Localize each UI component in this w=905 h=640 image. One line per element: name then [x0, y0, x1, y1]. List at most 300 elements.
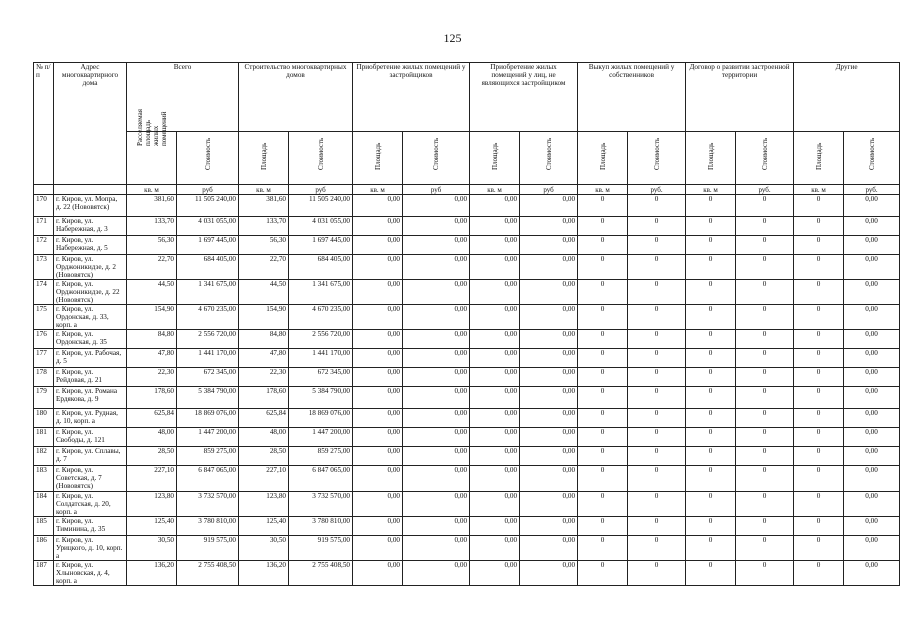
address-cell: г. Киров, ул. Тиминина, д. 35: [54, 517, 127, 536]
value-cell: 0: [686, 409, 736, 428]
group-construction-header: Строительство многоквартирных домов: [239, 63, 353, 132]
value-cell: 0,00: [844, 447, 900, 466]
sub-area-total: Расселяемая площадь жилых помещений: [127, 132, 177, 185]
table-row: [34, 517, 900, 536]
value-cell: 227,10: [239, 466, 289, 492]
value-cell: 0: [794, 447, 844, 466]
value-cell: 684 405,00: [289, 255, 353, 280]
value-cell: 0: [686, 536, 736, 561]
value-cell: 0,00: [844, 387, 900, 409]
value-cell: 0,00: [353, 466, 403, 492]
value-cell: 0: [736, 217, 794, 236]
value-cell: 2 556 720,00: [289, 330, 353, 349]
value-cell: 0,00: [403, 561, 470, 586]
value-cell: 0,00: [470, 517, 520, 536]
value-cell: 0,00: [353, 255, 403, 280]
value-cell: 0,00: [353, 387, 403, 409]
value-cell: 0,00: [403, 330, 470, 349]
value-cell: 0,00: [403, 536, 470, 561]
unit-label: руб: [289, 185, 353, 195]
value-cell: 136,20: [127, 561, 177, 586]
value-cell: 0,00: [470, 561, 520, 586]
table-row: [34, 217, 900, 236]
value-cell: 4 670 235,00: [177, 305, 239, 330]
row-number-cell: 181: [34, 428, 54, 447]
value-cell: 0: [736, 517, 794, 536]
value-cell: 381,60: [127, 195, 177, 217]
value-cell: 1 341 675,00: [177, 280, 239, 305]
value-cell: 11 505 240,00: [289, 195, 353, 217]
value-cell: 0,00: [520, 428, 578, 447]
value-cell: 0: [628, 217, 686, 236]
value-cell: 0,00: [403, 255, 470, 280]
value-cell: 0: [686, 447, 736, 466]
value-cell: 0,00: [403, 409, 470, 428]
unit-label: кв. м: [353, 185, 403, 195]
sub-cost: Стоимость: [520, 132, 578, 185]
value-cell: 0,00: [403, 195, 470, 217]
value-cell: 136,20: [239, 561, 289, 586]
value-cell: 0: [736, 236, 794, 255]
value-cell: 0: [794, 466, 844, 492]
value-cell: 28,50: [239, 447, 289, 466]
value-cell: 0: [736, 492, 794, 517]
value-cell: 0: [628, 195, 686, 217]
value-cell: 0: [686, 305, 736, 330]
value-cell: 0: [628, 305, 686, 330]
unit-label: руб.: [844, 185, 900, 195]
sub-cost: Стоимость: [736, 132, 794, 185]
value-cell: 6 847 065,00: [177, 466, 239, 492]
value-cell: 0,00: [470, 536, 520, 561]
value-cell: 0,00: [403, 217, 470, 236]
value-cell: 0,00: [520, 517, 578, 536]
value-cell: 1 441 170,00: [177, 349, 239, 368]
value-cell: 0,00: [520, 195, 578, 217]
value-cell: 0,00: [353, 428, 403, 447]
value-cell: 0,00: [844, 195, 900, 217]
value-cell: 0: [736, 447, 794, 466]
value-cell: 0: [628, 349, 686, 368]
value-cell: 0: [736, 466, 794, 492]
value-cell: 0: [794, 305, 844, 330]
value-cell: 0,00: [353, 517, 403, 536]
value-cell: 919 575,00: [289, 536, 353, 561]
value-cell: 0: [686, 236, 736, 255]
unit-label: кв. м: [578, 185, 628, 195]
value-cell: 0: [736, 536, 794, 561]
value-cell: 154,90: [239, 305, 289, 330]
value-cell: 47,80: [127, 349, 177, 368]
value-cell: 0,00: [353, 305, 403, 330]
value-cell: 44,50: [239, 280, 289, 305]
value-cell: 859 275,00: [177, 447, 239, 466]
value-cell: 0: [578, 330, 628, 349]
value-cell: 0,00: [520, 236, 578, 255]
value-cell: 0: [736, 330, 794, 349]
value-cell: 0,00: [403, 236, 470, 255]
value-cell: 381,60: [239, 195, 289, 217]
value-cell: 0,00: [520, 387, 578, 409]
value-cell: 0: [686, 195, 736, 217]
row-number-cell: 174: [34, 280, 54, 305]
table-row: [34, 330, 900, 349]
value-cell: 0: [578, 387, 628, 409]
value-cell: 84,80: [239, 330, 289, 349]
address-cell: г. Киров, ул. Романа Ердякова, д. 9: [54, 387, 127, 409]
value-cell: 0,00: [353, 368, 403, 387]
value-cell: 0,00: [520, 368, 578, 387]
value-cell: 0: [736, 561, 794, 586]
unit-label: руб: [520, 185, 578, 195]
unit-empty: [54, 185, 127, 195]
table-body: [34, 195, 900, 586]
value-cell: 0,00: [353, 536, 403, 561]
address-cell: г. Киров, ул. Сплавы, д. 7: [54, 447, 127, 466]
value-cell: 0,00: [353, 561, 403, 586]
value-cell: 0: [794, 217, 844, 236]
value-cell: 0,00: [520, 466, 578, 492]
value-cell: 0: [794, 517, 844, 536]
value-cell: 2 556 720,00: [177, 330, 239, 349]
value-cell: 0: [794, 349, 844, 368]
address-cell: г. Киров, ул. Ордонская, д. 35: [54, 330, 127, 349]
address-cell: г. Киров, ул. Орджоникидзе, д. 2 (Нововятск): [54, 255, 127, 280]
value-cell: 0,00: [470, 330, 520, 349]
value-cell: 0,00: [844, 236, 900, 255]
value-cell: 0,00: [353, 447, 403, 466]
value-cell: 625,84: [239, 409, 289, 428]
row-number-cell: 175: [34, 305, 54, 330]
row-number-cell: 173: [34, 255, 54, 280]
value-cell: 0,00: [844, 536, 900, 561]
value-cell: 0: [736, 387, 794, 409]
value-cell: 0: [578, 428, 628, 447]
value-cell: 0,00: [353, 349, 403, 368]
address-cell: г. Киров, ул. Рабочая, д. 5: [54, 349, 127, 368]
value-cell: 0: [736, 280, 794, 305]
value-cell: 0: [794, 330, 844, 349]
value-cell: 672 345,00: [289, 368, 353, 387]
table-row: [34, 349, 900, 368]
value-cell: 0,00: [844, 305, 900, 330]
table-row: [34, 492, 900, 517]
value-cell: 1 697 445,00: [289, 236, 353, 255]
value-cell: 0,00: [470, 492, 520, 517]
value-cell: 0: [578, 447, 628, 466]
value-cell: 0: [628, 368, 686, 387]
value-cell: 0: [628, 492, 686, 517]
value-cell: 0,00: [403, 305, 470, 330]
value-cell: 0,00: [353, 492, 403, 517]
value-cell: 0: [686, 492, 736, 517]
row-number-cell: 176: [34, 330, 54, 349]
value-cell: 0: [686, 466, 736, 492]
address-cell: г. Киров, ул. Солдатская, д. 20, корп. а: [54, 492, 127, 517]
value-cell: 227,10: [127, 466, 177, 492]
value-cell: 0,00: [520, 305, 578, 330]
value-cell: 1 441 170,00: [289, 349, 353, 368]
value-cell: 0: [794, 387, 844, 409]
value-cell: 4 031 055,00: [177, 217, 239, 236]
row-number-cell: 185: [34, 517, 54, 536]
sub-area: Площадь: [794, 132, 844, 185]
table-row: [34, 561, 900, 586]
value-cell: 0: [686, 517, 736, 536]
value-cell: 0: [794, 195, 844, 217]
value-cell: 0,00: [353, 236, 403, 255]
unit-label: руб.: [628, 185, 686, 195]
address-cell: г. Киров, ул. Орджоникидзе, д. 22 (Нововятск): [54, 280, 127, 305]
value-cell: 0,00: [520, 561, 578, 586]
value-cell: 0,00: [520, 447, 578, 466]
value-cell: 0: [736, 255, 794, 280]
value-cell: 0,00: [470, 349, 520, 368]
value-cell: 0,00: [470, 236, 520, 255]
value-cell: 0: [628, 466, 686, 492]
value-cell: 3 780 810,00: [289, 517, 353, 536]
value-cell: 3 732 570,00: [289, 492, 353, 517]
value-cell: 30,50: [127, 536, 177, 561]
sub-area: Площадь: [686, 132, 736, 185]
value-cell: 0,00: [353, 330, 403, 349]
value-cell: 0,00: [844, 517, 900, 536]
value-cell: 0: [578, 409, 628, 428]
value-cell: 44,50: [127, 280, 177, 305]
value-cell: 0,00: [403, 466, 470, 492]
row-number-cell: 180: [34, 409, 54, 428]
value-cell: 0,00: [520, 409, 578, 428]
value-cell: 123,80: [239, 492, 289, 517]
row-number-cell: 182: [34, 447, 54, 466]
sub-cost: Стоимость: [628, 132, 686, 185]
value-cell: 0: [686, 280, 736, 305]
unit-empty: [34, 185, 54, 195]
value-cell: 0: [578, 305, 628, 330]
value-cell: 28,50: [127, 447, 177, 466]
value-cell: 0,00: [403, 492, 470, 517]
sub-cost: Стоимость: [177, 132, 239, 185]
value-cell: 0,00: [470, 195, 520, 217]
value-cell: 0: [736, 428, 794, 447]
value-cell: 0: [578, 195, 628, 217]
address-cell: г. Киров, ул. Набережная, д. 3: [54, 217, 127, 236]
value-cell: 0,00: [403, 447, 470, 466]
table-row: [34, 387, 900, 409]
value-cell: 84,80: [127, 330, 177, 349]
row-number-cell: 186: [34, 536, 54, 561]
row-number-cell: 172: [34, 236, 54, 255]
value-cell: 0: [578, 349, 628, 368]
value-cell: 3 732 570,00: [177, 492, 239, 517]
value-cell: 2 755 408,50: [177, 561, 239, 586]
value-cell: 5 384 790,00: [289, 387, 353, 409]
table-row: [34, 236, 900, 255]
relocation-table: [33, 62, 900, 586]
value-cell: 0: [578, 217, 628, 236]
value-cell: 625,84: [127, 409, 177, 428]
table-row: [34, 255, 900, 280]
row-number-cell: 171: [34, 217, 54, 236]
value-cell: 0: [736, 349, 794, 368]
value-cell: 1 447 200,00: [177, 428, 239, 447]
value-cell: 0,00: [520, 217, 578, 236]
value-cell: 0: [628, 387, 686, 409]
value-cell: 22,70: [127, 255, 177, 280]
table-row: [34, 305, 900, 330]
value-cell: 0,00: [470, 255, 520, 280]
value-cell: 22,30: [239, 368, 289, 387]
value-cell: 0: [736, 368, 794, 387]
table-row: [34, 195, 900, 217]
value-cell: 0,00: [520, 492, 578, 517]
value-cell: 0: [578, 255, 628, 280]
address-cell: г. Киров, ул. Набережная, д. 5: [54, 236, 127, 255]
col-address-header: Адрес многоквартирного дома: [54, 63, 127, 185]
value-cell: 0: [628, 561, 686, 586]
value-cell: 0: [794, 561, 844, 586]
value-cell: 178,60: [239, 387, 289, 409]
row-number-cell: 170: [34, 195, 54, 217]
value-cell: 48,00: [127, 428, 177, 447]
value-cell: 0,00: [520, 280, 578, 305]
value-cell: 0: [578, 536, 628, 561]
value-cell: 0,00: [470, 368, 520, 387]
value-cell: 0: [686, 255, 736, 280]
page-number: 125: [443, 31, 462, 45]
value-cell: 0,00: [844, 428, 900, 447]
address-cell: г. Киров, ул. Мопра, д. 22 (Нововятск): [54, 195, 127, 217]
value-cell: 0,00: [844, 255, 900, 280]
value-cell: 154,90: [127, 305, 177, 330]
value-cell: 0,00: [520, 536, 578, 561]
sub-area: Площадь: [239, 132, 289, 185]
value-cell: 47,80: [239, 349, 289, 368]
group-developer-purchase-header: Приобретение жилых помещений у застройщиков: [353, 63, 470, 132]
row-number-cell: 183: [34, 466, 54, 492]
value-cell: 1 447 200,00: [289, 428, 353, 447]
value-cell: 0: [736, 305, 794, 330]
value-cell: 0: [578, 492, 628, 517]
address-cell: г. Киров, ул. Ордонская, д. 33, корп. а: [54, 305, 127, 330]
value-cell: 0: [578, 236, 628, 255]
value-cell: 0,00: [844, 349, 900, 368]
value-cell: 48,00: [239, 428, 289, 447]
value-cell: 178,60: [127, 387, 177, 409]
table-row: [34, 409, 900, 428]
value-cell: 0,00: [470, 280, 520, 305]
address-cell: г. Киров, ул. Рейдовая, д. 21: [54, 368, 127, 387]
sub-area: Площадь: [470, 132, 520, 185]
sub-cost: Стоимость: [289, 132, 353, 185]
value-cell: 0: [736, 195, 794, 217]
row-number-cell: 187: [34, 561, 54, 586]
value-cell: 56,30: [239, 236, 289, 255]
value-cell: 4 031 055,00: [289, 217, 353, 236]
value-cell: 0,00: [403, 387, 470, 409]
value-cell: 0: [628, 280, 686, 305]
value-cell: 0,00: [353, 409, 403, 428]
value-cell: 0,00: [403, 280, 470, 305]
value-cell: 0,00: [844, 466, 900, 492]
value-cell: 0: [794, 255, 844, 280]
value-cell: 22,30: [127, 368, 177, 387]
sub-cost: Стоимость: [403, 132, 470, 185]
value-cell: 0: [686, 387, 736, 409]
value-cell: 133,70: [239, 217, 289, 236]
value-cell: 0,00: [844, 368, 900, 387]
value-cell: 0,00: [470, 305, 520, 330]
row-number-cell: 177: [34, 349, 54, 368]
value-cell: 0,00: [844, 409, 900, 428]
value-cell: 125,40: [239, 517, 289, 536]
value-cell: 1 341 675,00: [289, 280, 353, 305]
value-cell: 0,00: [470, 217, 520, 236]
value-cell: 0,00: [470, 428, 520, 447]
value-cell: 0: [578, 280, 628, 305]
value-cell: 0: [578, 368, 628, 387]
value-cell: 0: [628, 330, 686, 349]
value-cell: 0: [794, 428, 844, 447]
value-cell: 0: [628, 255, 686, 280]
group-total-header: Всего: [127, 63, 239, 132]
value-cell: 0: [794, 368, 844, 387]
sub-area: Площадь: [578, 132, 628, 185]
value-cell: 0,00: [470, 447, 520, 466]
value-cell: 0: [686, 217, 736, 236]
value-cell: 0,00: [844, 330, 900, 349]
unit-label: руб.: [736, 185, 794, 195]
value-cell: 22,70: [239, 255, 289, 280]
value-cell: 0: [578, 561, 628, 586]
value-cell: 0: [628, 409, 686, 428]
value-cell: 0: [794, 280, 844, 305]
value-cell: 2 755 408,50: [289, 561, 353, 586]
value-cell: 18 869 076,00: [177, 409, 239, 428]
value-cell: 0: [686, 428, 736, 447]
row-number-cell: 179: [34, 387, 54, 409]
value-cell: 684 405,00: [177, 255, 239, 280]
unit-label: руб: [403, 185, 470, 195]
value-cell: 11 505 240,00: [177, 195, 239, 217]
value-cell: 0: [794, 536, 844, 561]
value-cell: 0: [628, 517, 686, 536]
table-row: [34, 466, 900, 492]
value-cell: 0: [628, 447, 686, 466]
value-cell: 3 780 810,00: [177, 517, 239, 536]
address-cell: г. Киров, ул. Советская, д. 7 (Нововятск): [54, 466, 127, 492]
value-cell: 0,00: [844, 492, 900, 517]
value-cell: 0,00: [844, 217, 900, 236]
value-cell: 0,00: [403, 368, 470, 387]
value-cell: 0: [578, 466, 628, 492]
group-other-header: Другие: [794, 63, 900, 132]
value-cell: 0: [686, 561, 736, 586]
sub-area: Площадь: [353, 132, 403, 185]
value-cell: 0,00: [470, 466, 520, 492]
unit-label: кв. м: [239, 185, 289, 195]
value-cell: 672 345,00: [177, 368, 239, 387]
value-cell: 123,80: [127, 492, 177, 517]
group-territory-header: Договор о развитии застроенной территории: [686, 63, 794, 132]
value-cell: 0: [628, 536, 686, 561]
address-cell: г. Киров, ул. Урицкого, д. 10, корп. а: [54, 536, 127, 561]
value-cell: 0,00: [520, 255, 578, 280]
value-cell: 30,50: [239, 536, 289, 561]
value-cell: 0,00: [353, 280, 403, 305]
value-cell: 0,00: [470, 387, 520, 409]
row-number-cell: 184: [34, 492, 54, 517]
